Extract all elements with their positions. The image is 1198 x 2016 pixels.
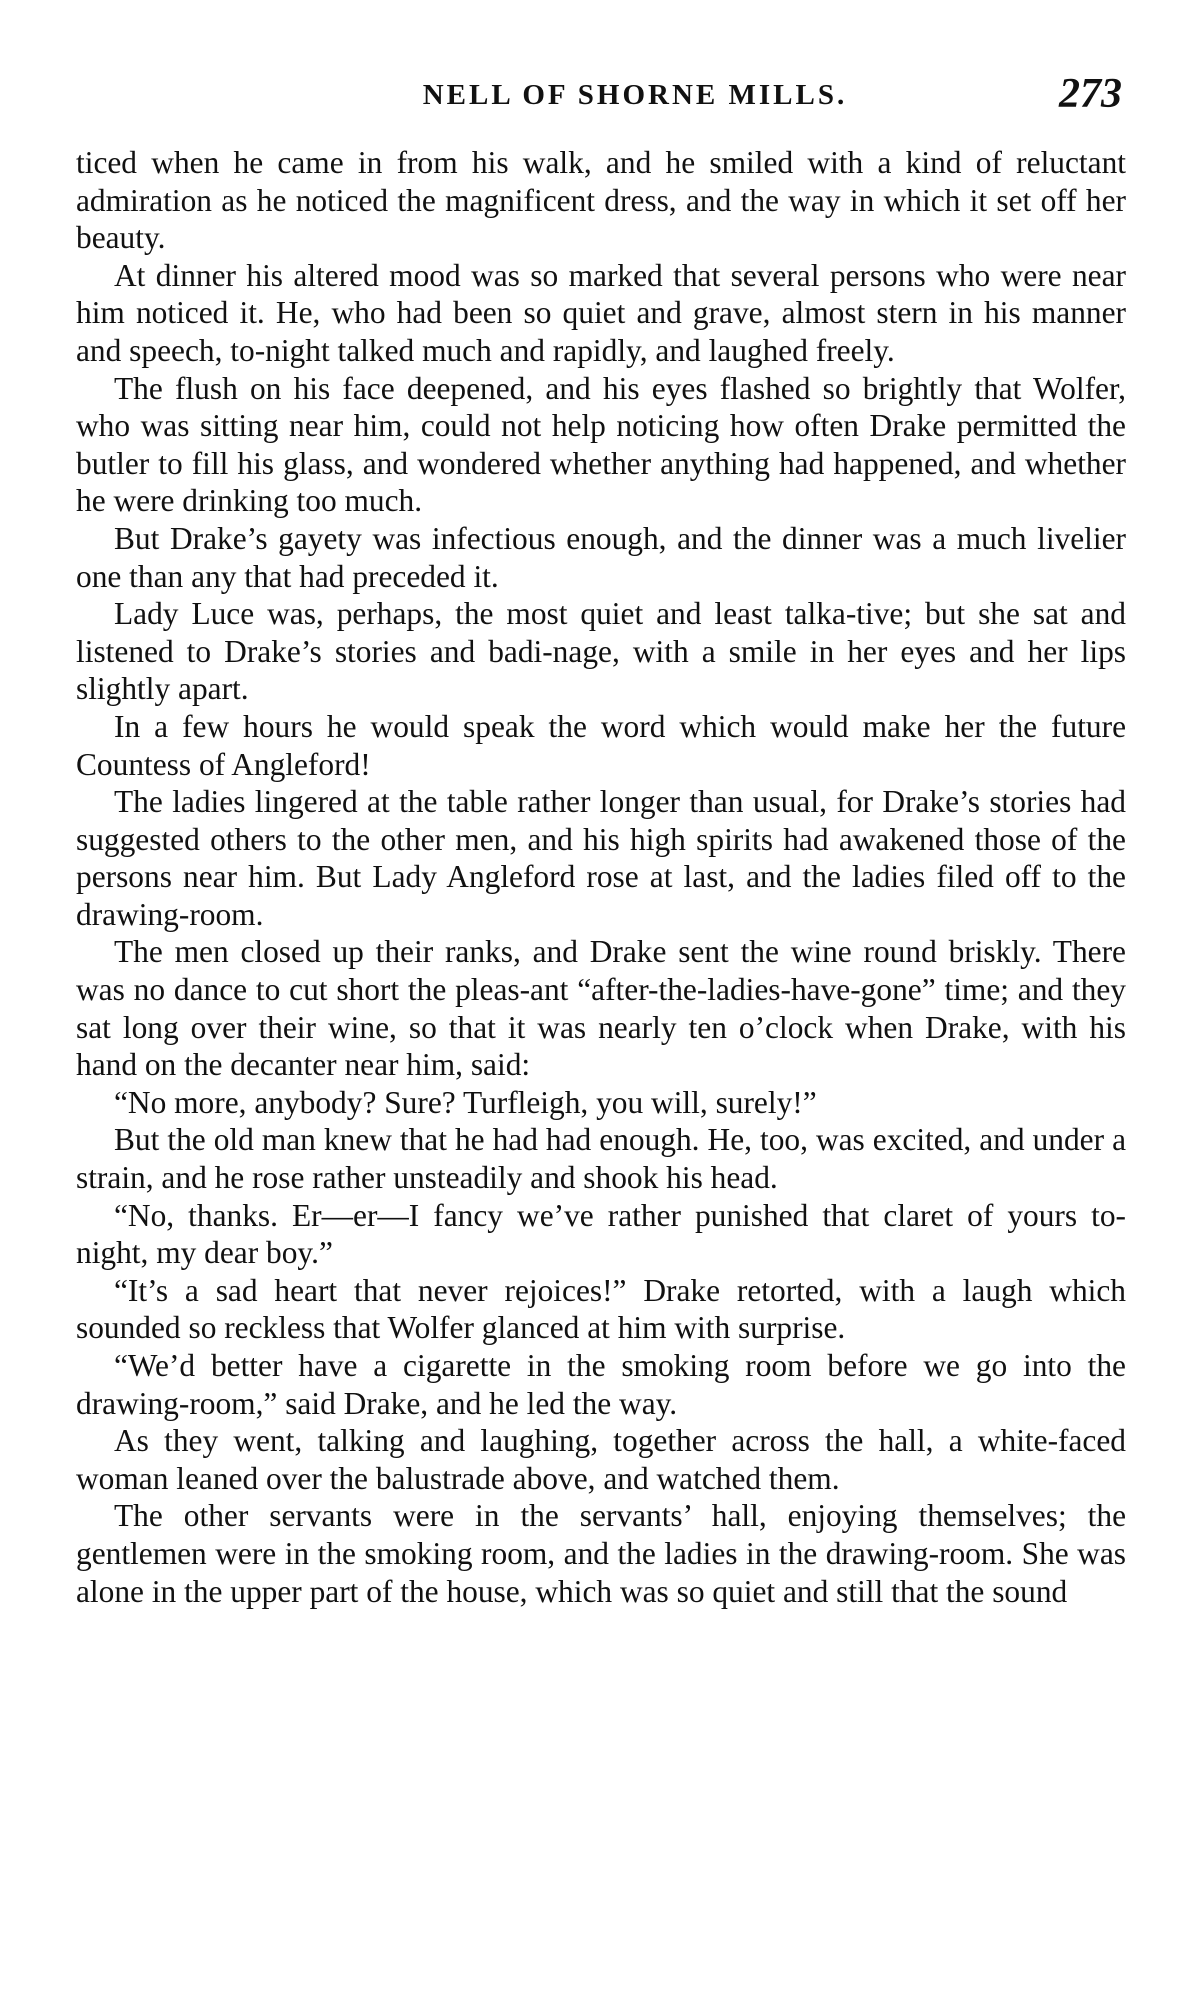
body-text bbox=[76, 144, 1126, 1610]
paragraph-12: “It’s a sad heart that never rejoices!” Drake retorted, with a laugh which sounded so reckless that Wolfer glanced at him with surprise. bbox=[76, 1272, 1126, 1346]
paragraph-11: “No, thanks. Er—er—I fancy we’ve rather punished that claret of yours to-night, my dear boy.” bbox=[76, 1197, 1126, 1271]
paragraph-15: The other servants were in the servants’ hall, enjoying themselves; the gentlemen were in the smoking room, and the ladies in the drawing-room. She was alone in the upper part of the house, which was so quiet and still that the sound bbox=[76, 1498, 1126, 1609]
paragraph-9: “No more, anybody? Sure? Turfleigh, you will, surely!” bbox=[114, 1084, 817, 1120]
paragraph-1: ticed when he came in from his walk, and he smiled with a kind of reluctant admiration as he noticed the magnificent dress, and the way in which it set off her beauty. bbox=[76, 145, 1126, 256]
paragraph-5: Lady Luce was, perhaps, the most quiet and least talka-tive; but she sat and listened to Drake’s stories and badi-nage, with a smile in her eyes and her lips slightly apart. bbox=[76, 596, 1126, 707]
paragraph-13: “We’d better have a cigarette in the smoking room before we go into the drawing-room,” said Drake, and he led the way. bbox=[76, 1348, 1126, 1421]
paragraph-14: As they went, talking and laughing, together across the hall, a white-faced woman leaned over the balustrade above, and watched them. bbox=[76, 1423, 1126, 1496]
page-header bbox=[140, 70, 1130, 120]
page-number: 273 bbox=[1059, 71, 1122, 117]
paragraph-10: But the old man knew that he had had enough. He, too, was excited, and under a strain, and he rose rather unsteadily and shook his head. bbox=[76, 1122, 1126, 1196]
running-title: NELL OF SHORNE MILLS. bbox=[422, 79, 848, 111]
paragraph-7: The ladies lingered at the table rather longer than usual, for Drake’s stories had suggested others to the other men, and his high spirits had awakened those of the persons near him. But Lady Angleford rose at last, and the ladies filed off to the drawing-room. bbox=[76, 784, 1126, 932]
paragraph-3: The flush on his face deepened, and his eyes flashed so brightly that Wolfer, who was sitting near him, could not help noticing how often Drake permitted the butler to fill his glass, and wondered whether anything had happened, and whether he were drinking too much. bbox=[76, 370, 1126, 519]
paragraph-2: At dinner his altered mood was so marked that several persons who were near him noticed it. He, who had been so quiet and grave, almost stern in his manner and speech, to-night talked much and rapidly, and laughed freely. bbox=[76, 257, 1126, 368]
paragraph-4: But Drake’s gayety was infectious enough, and the dinner was a much livelier one than any that had preceded it. bbox=[76, 520, 1126, 594]
paragraph-6: In a few hours he would speak the word which would make her the future Countess of Angleford! bbox=[76, 708, 1126, 782]
paragraph-8: The men closed up their ranks, and Drake sent the wine round briskly. There was no dance to cut short the pleas-ant “after-the-ladies-have-gone” time; and they sat long over their wine, so that it was nearly ten o’clock when Drake, with his hand on the decanter near him, said: bbox=[76, 934, 1126, 1083]
